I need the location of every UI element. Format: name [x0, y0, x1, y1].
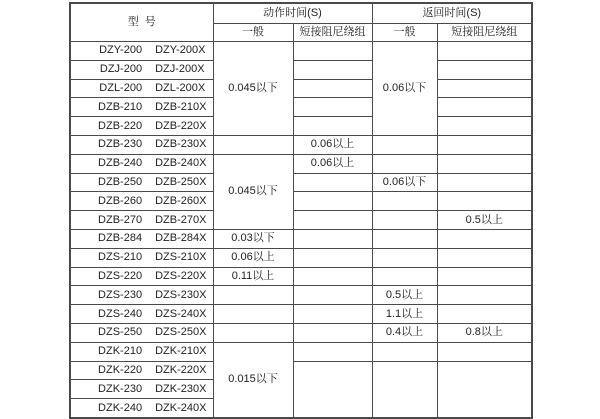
model-label: DZB-260	[98, 194, 143, 207]
return-general-cell: 0.06以下	[372, 42, 437, 136]
model-pair	[71, 327, 213, 338]
action-general-cell: 0.045以下	[213, 42, 293, 136]
header-action-general: 一般	[213, 24, 293, 42]
model-cell	[70, 323, 213, 342]
header-action-time: 动作时间(S)	[213, 3, 372, 24]
model-cell	[70, 342, 213, 361]
model-label: DZL-200X	[155, 81, 206, 94]
return-damping-cell: 0.5以上	[437, 211, 532, 230]
return-general-cell: 0.4以上	[372, 323, 437, 342]
model-pair	[71, 403, 213, 414]
model-cell	[70, 42, 213, 61]
return-damping-cell	[437, 267, 532, 286]
return-general-cell	[372, 154, 437, 173]
table-row	[70, 361, 532, 380]
model-pair	[71, 64, 213, 75]
return-general-cell	[372, 248, 437, 267]
spec-table-container	[69, 2, 533, 419]
action-damping-cell	[293, 248, 372, 267]
model-label: DZB-230X	[155, 138, 207, 151]
action-general-cell: 0.015以下	[213, 342, 293, 418]
model-cell	[70, 154, 213, 173]
action-damping-cell	[293, 323, 372, 342]
return-damping-cell	[437, 135, 532, 154]
model-label: DZB-284X	[155, 232, 207, 245]
model-label: DZK-220	[98, 363, 143, 376]
header-return-general: 一般	[372, 24, 437, 42]
model-cell	[70, 79, 213, 98]
action-damping-cell	[293, 173, 372, 192]
model-label: DZS-210	[98, 251, 143, 264]
table-row	[70, 60, 532, 79]
model-label: DZB-220	[98, 119, 143, 132]
return-damping-cell	[437, 229, 532, 248]
model-pair	[71, 346, 213, 357]
model-label: DZS-230X	[155, 288, 207, 301]
table-row	[70, 248, 532, 267]
model-pair	[71, 139, 213, 150]
model-cell	[70, 399, 213, 418]
model-cell	[70, 286, 213, 305]
header-action-damping: 短接阻尼绕组	[293, 24, 372, 42]
model-cell	[70, 98, 213, 117]
header-model: 型 号	[70, 3, 213, 42]
return-general-cell	[372, 267, 437, 286]
model-label: DZS-220X	[155, 269, 207, 282]
model-label: DZB-250X	[155, 175, 207, 188]
table-header	[70, 3, 532, 42]
model-label: DZL-200	[99, 81, 143, 94]
action-general-cell	[213, 135, 293, 154]
return-general-cell	[372, 361, 437, 418]
model-cell	[70, 380, 213, 399]
model-label: DZJ-200	[99, 63, 143, 76]
model-cell	[70, 248, 213, 267]
model-label: DZB-260X	[155, 194, 207, 207]
model-label: DZS-250X	[155, 326, 207, 339]
table-row	[70, 229, 532, 248]
model-pair	[71, 271, 213, 282]
header-return-time: 返回时间(S)	[372, 3, 532, 24]
model-label: DZK-230X	[155, 382, 207, 395]
table-row	[70, 135, 532, 154]
action-damping-cell	[293, 42, 372, 61]
model-cell	[70, 135, 213, 154]
table-row	[70, 286, 532, 305]
model-label: DZK-220X	[155, 363, 207, 376]
model-cell	[70, 60, 213, 79]
table-row	[70, 305, 532, 324]
model-label: DZK-230	[98, 382, 143, 395]
action-damping-cell: 0.06以上	[293, 154, 372, 173]
return-general-cell	[372, 342, 437, 361]
return-damping-cell	[437, 305, 532, 324]
table-row	[70, 192, 532, 211]
model-label: DZJ-200X	[155, 63, 205, 76]
action-general-cell	[213, 323, 293, 342]
model-label: DZB-230	[98, 138, 143, 151]
table-row	[70, 211, 532, 230]
model-pair	[71, 121, 213, 132]
model-label: DZS-220	[98, 269, 143, 282]
action-damping-cell	[293, 305, 372, 324]
model-label: DZB-210X	[155, 100, 207, 113]
action-general-cell: 0.11以上	[213, 267, 293, 286]
model-label: DZB-240	[98, 157, 143, 170]
return-damping-cell: 0.8以上	[437, 323, 532, 342]
table-row	[70, 117, 532, 136]
table-row	[70, 323, 532, 342]
action-general-cell	[213, 305, 293, 324]
return-general-cell	[372, 192, 437, 211]
model-cell	[70, 192, 213, 211]
return-general-cell: 0.06以下	[372, 173, 437, 192]
model-label: DZB-220X	[155, 119, 207, 132]
model-cell	[70, 361, 213, 380]
model-label: DZY-200X	[155, 44, 206, 57]
action-damping-cell	[293, 211, 372, 230]
return-damping-cell	[437, 60, 532, 79]
model-label: DZK-240	[98, 401, 143, 414]
model-label: DZS-250	[98, 326, 143, 339]
model-pair	[71, 365, 213, 376]
action-damping-cell	[293, 98, 372, 117]
return-general-cell	[372, 135, 437, 154]
return-damping-cell	[437, 361, 532, 418]
model-label: DZS-240X	[155, 307, 207, 320]
action-damping-cell: 0.06以上	[293, 135, 372, 154]
action-damping-cell	[293, 229, 372, 248]
model-cell	[70, 305, 213, 324]
model-label: DZS-210X	[155, 251, 207, 264]
table-body	[70, 42, 532, 418]
relay-spec-table	[69, 2, 533, 419]
model-label: DZB-270X	[155, 213, 207, 226]
action-damping-cell	[293, 79, 372, 98]
return-damping-cell	[437, 192, 532, 211]
return-damping-cell	[437, 248, 532, 267]
return-damping-cell	[437, 117, 532, 136]
return-damping-cell	[437, 79, 532, 98]
model-label: DZK-210X	[155, 345, 207, 358]
return-damping-cell	[437, 173, 532, 192]
return-damping-cell	[437, 342, 532, 361]
model-pair	[71, 290, 213, 301]
action-damping-cell	[293, 342, 372, 361]
table-row	[70, 154, 532, 173]
model-label: DZK-210	[98, 345, 143, 358]
model-label: DZB-270	[98, 213, 143, 226]
model-pair	[71, 252, 213, 263]
header-return-damping: 短接阻尼绕组	[437, 24, 532, 42]
return-damping-cell	[437, 98, 532, 117]
model-pair	[71, 215, 213, 226]
table-row	[70, 79, 532, 98]
model-pair	[71, 177, 213, 188]
action-general-cell	[213, 286, 293, 305]
table-row	[70, 98, 532, 117]
action-general-cell: 0.03以下	[213, 229, 293, 248]
model-pair	[71, 83, 213, 94]
return-general-cell	[372, 229, 437, 248]
action-damping-cell	[293, 192, 372, 211]
model-pair	[71, 233, 213, 244]
action-general-cell: 0.045以下	[213, 154, 293, 229]
action-damping-cell	[293, 361, 372, 418]
model-cell	[70, 117, 213, 136]
return-general-cell	[372, 211, 437, 230]
model-label: DZB-210	[98, 100, 143, 113]
model-pair	[71, 309, 213, 320]
model-label: DZS-230	[98, 288, 143, 301]
model-label: DZY-200	[99, 44, 143, 57]
model-cell	[70, 229, 213, 248]
return-damping-cell	[437, 42, 532, 61]
model-label: DZB-284	[98, 232, 143, 245]
return-damping-cell	[437, 154, 532, 173]
return-general-cell: 1.1以上	[372, 305, 437, 324]
action-damping-cell	[293, 267, 372, 286]
model-label: DZB-250	[98, 175, 143, 188]
table-row	[70, 42, 532, 61]
model-pair	[71, 158, 213, 169]
action-general-cell: 0.06以上	[213, 248, 293, 267]
model-cell	[70, 267, 213, 286]
model-cell	[70, 211, 213, 230]
action-damping-cell	[293, 60, 372, 79]
table-row	[70, 173, 532, 192]
return-damping-cell	[437, 286, 532, 305]
model-pair	[71, 196, 213, 207]
table-row	[70, 267, 532, 286]
model-cell	[70, 173, 213, 192]
model-pair	[71, 45, 213, 56]
model-label: DZK-240X	[155, 401, 207, 414]
return-general-cell: 0.5以上	[372, 286, 437, 305]
action-damping-cell	[293, 117, 372, 136]
model-label: DZS-240	[98, 307, 143, 320]
action-damping-cell	[293, 286, 372, 305]
model-pair	[71, 384, 213, 395]
table-row	[70, 342, 532, 361]
model-pair	[71, 102, 213, 113]
model-label: DZB-240X	[155, 157, 207, 170]
